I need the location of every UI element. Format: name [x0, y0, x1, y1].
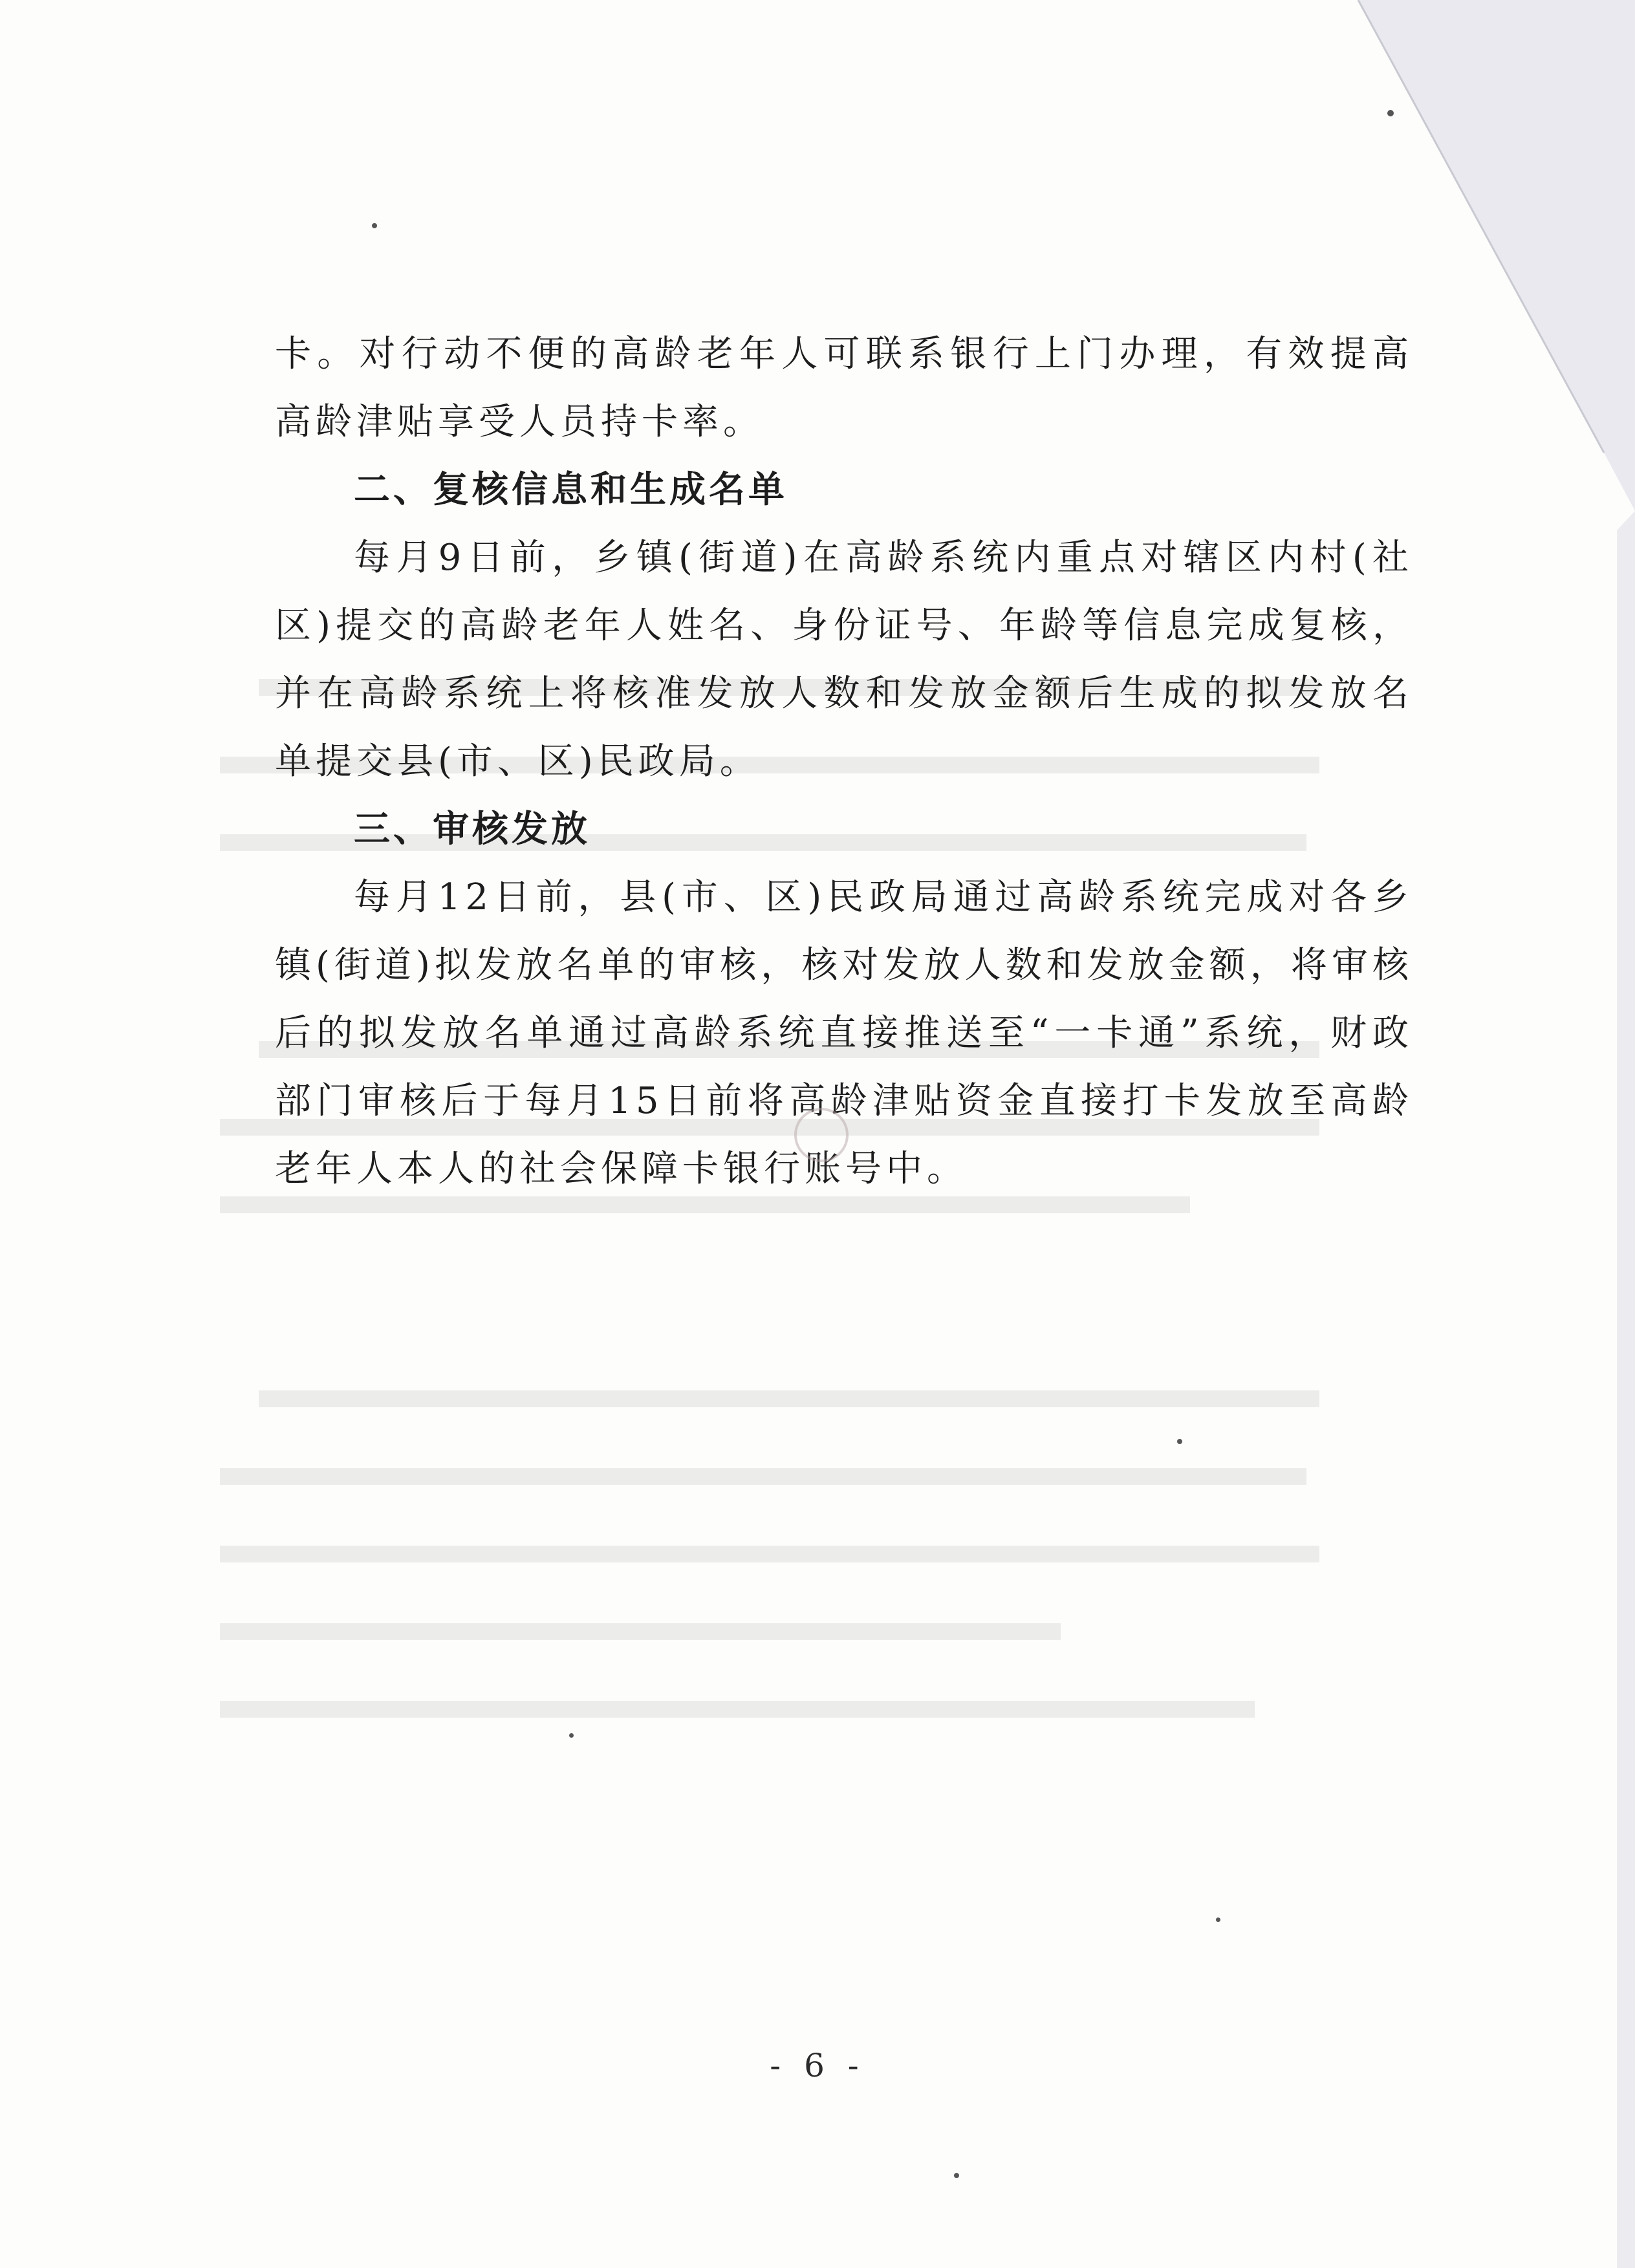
- section-heading-approval: 三、审核发放: [354, 808, 590, 850]
- scan-speck: [1216, 1917, 1220, 1922]
- document-body: [275, 320, 1413, 1203]
- paragraph-continuation: 卡。对行动不便的高龄老年人可联系银行上门办理，有效提高高龄津贴享受人员持卡率。: [275, 333, 1413, 443]
- page-number: - 6 -: [770, 2047, 865, 2084]
- scan-speck: [569, 1733, 574, 1738]
- scan-speck: [372, 223, 377, 228]
- faint-seal-mark: [786, 1099, 857, 1171]
- scan-speck: [1177, 1439, 1182, 1444]
- paragraph-approval: 每月12日前，县(市、区)民政局通过高龄系统完成对各乡镇(街道)拟发放名单的审核，核对发放人数和发放金额，将审核后的拟发放名单通过高龄系统直接推送至“一卡通”系统，财政部门审核后于每月15日前将高龄津贴资金直接打卡发放至高龄老年人本人的社会保障卡银行账号中。: [275, 876, 1413, 1190]
- scan-speck: [954, 2173, 959, 2178]
- scan-speck: [1387, 110, 1394, 116]
- section-heading-review: 二、复核信息和生成名单: [354, 469, 788, 511]
- paragraph-review: 每月9日前，乡镇(街道)在高龄系统内重点对辖区内村(社区)提交的高龄老年人姓名、身份证号、年龄等信息完成复核，并在高龄系统上将核准发放人数和发放金额后生成的拟发放名单提交县(市、区)民政局。: [275, 537, 1413, 783]
